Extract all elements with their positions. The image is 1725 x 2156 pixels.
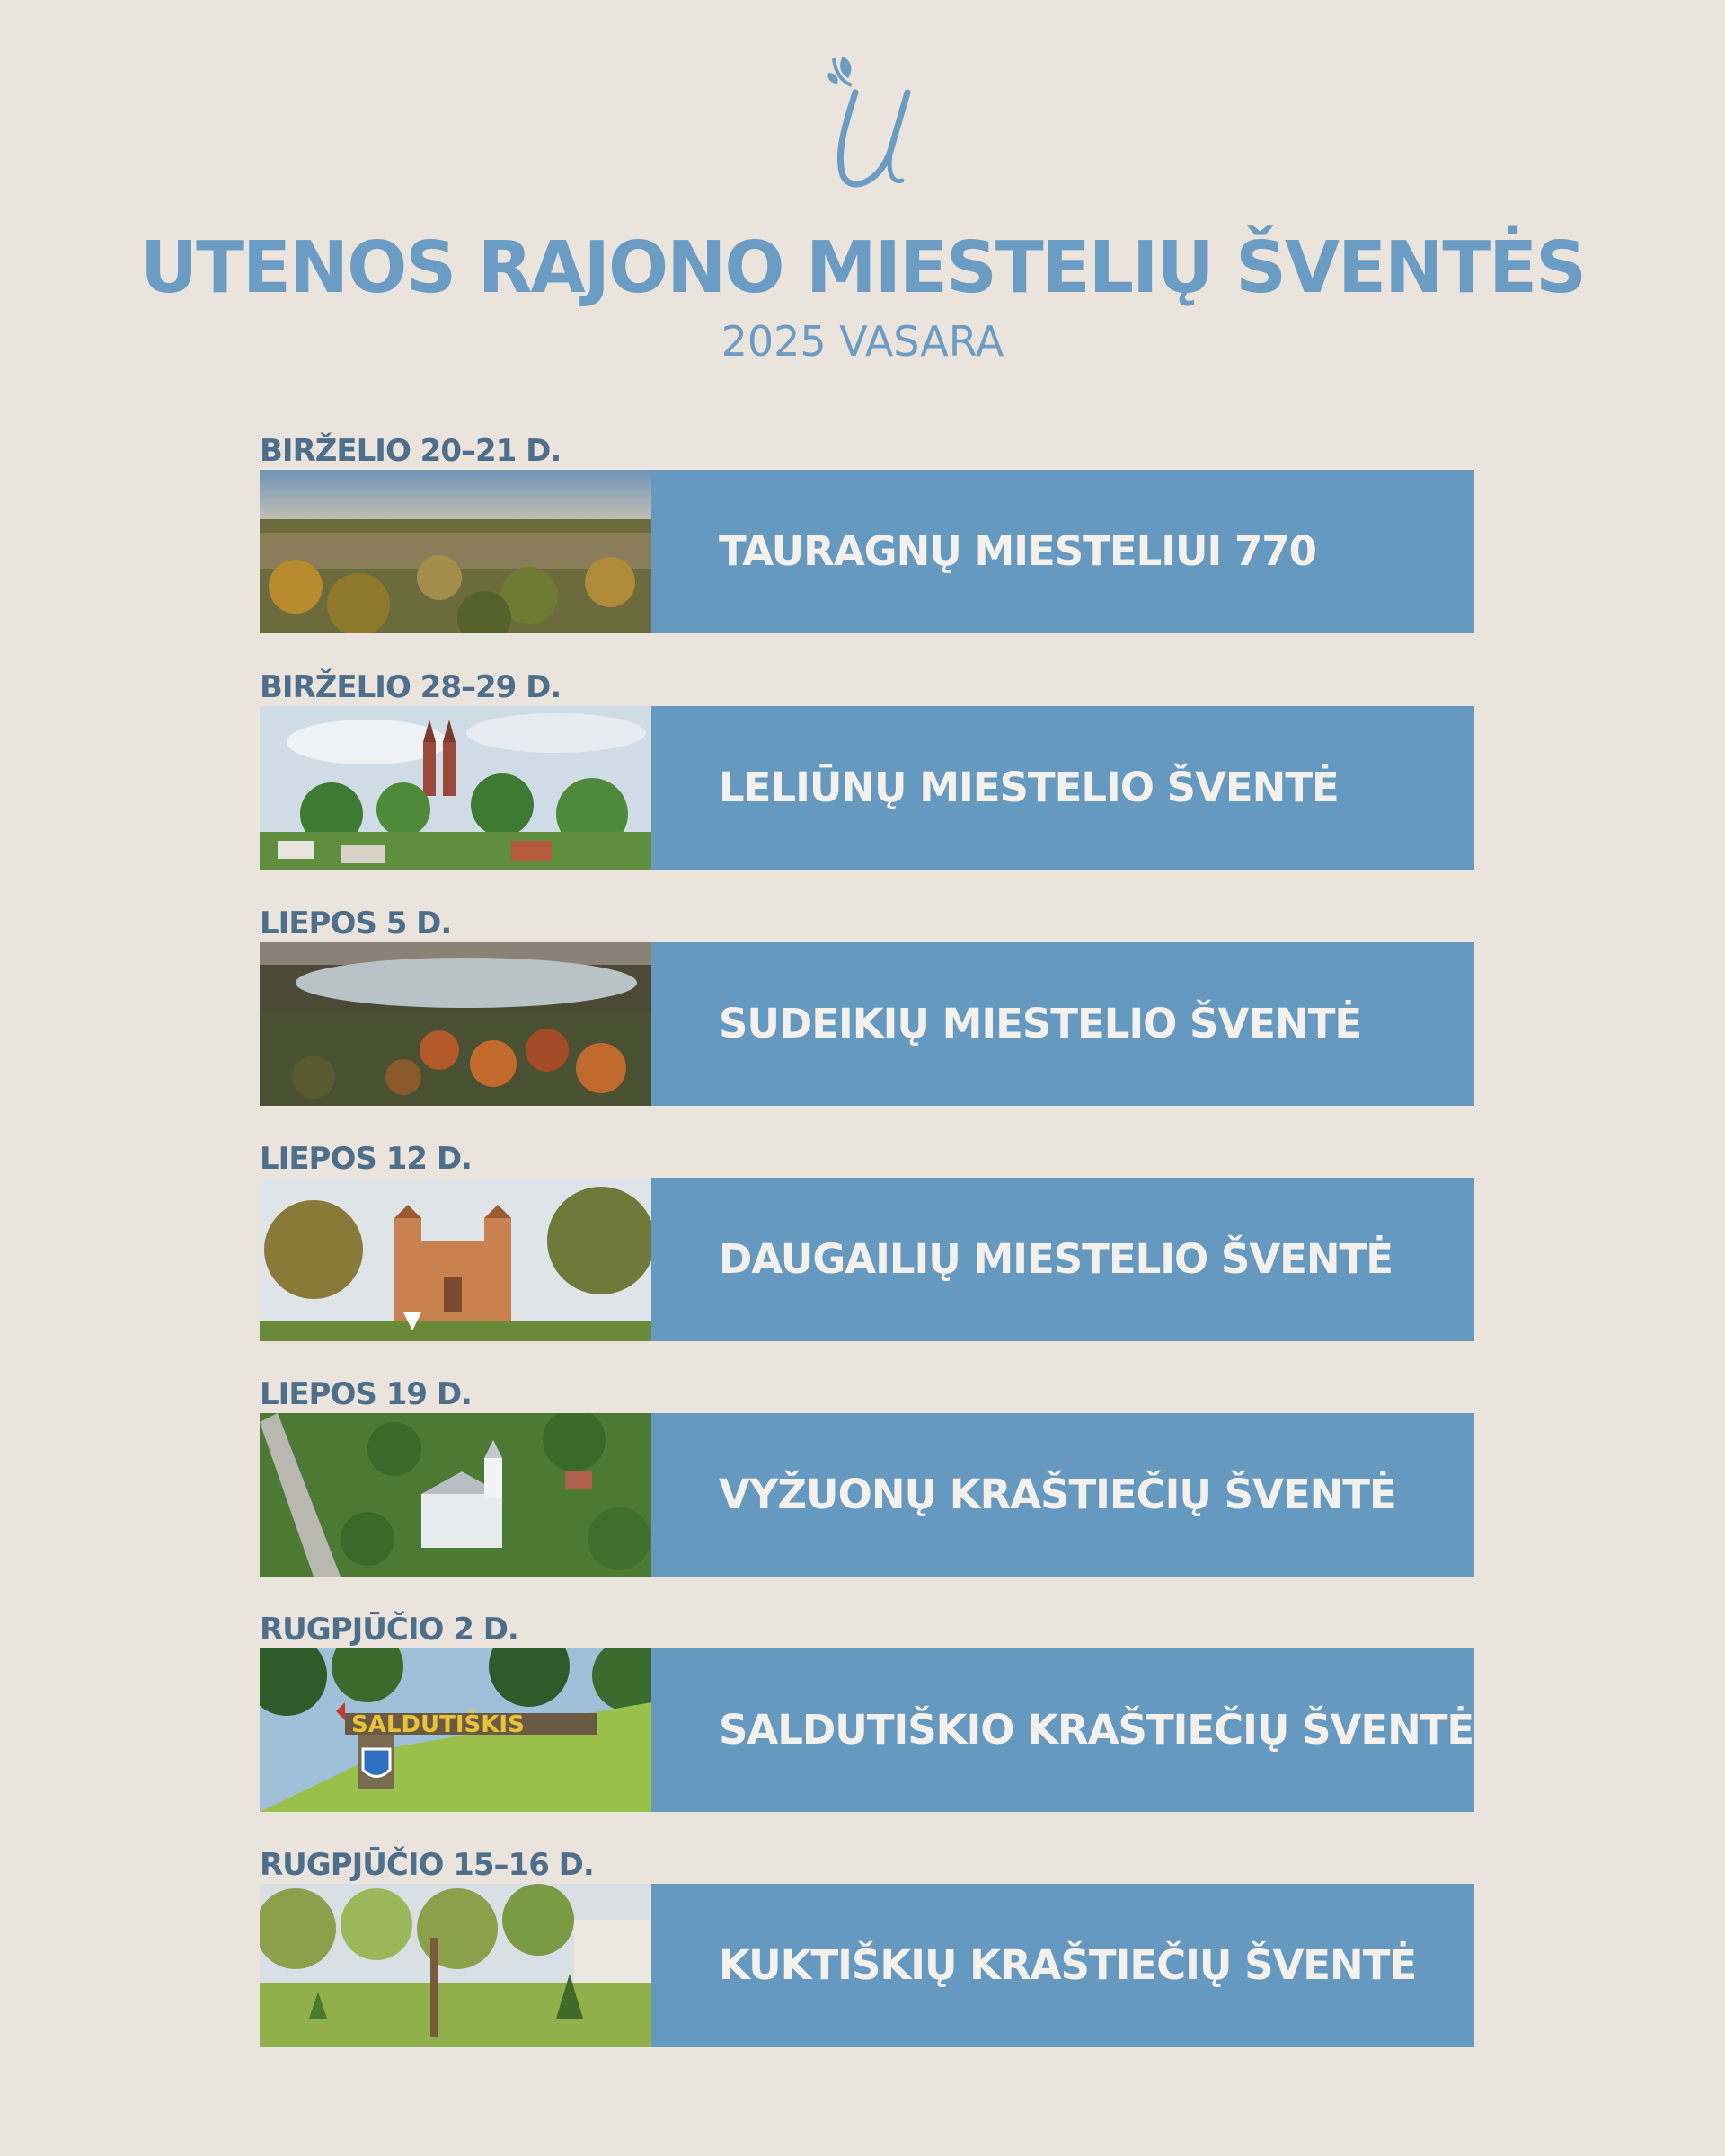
event-row [260, 1847, 1474, 2045]
page-title: UTENOS RAJONO MIESTELIŲ ŠVENTĖS [140, 226, 1585, 309]
church-village-photo [260, 706, 651, 870]
event-date: LIEPOS 19 D. [260, 1376, 472, 1412]
event-title-bar [651, 706, 1474, 870]
event-row [260, 433, 1474, 631]
event-title-bar [651, 1884, 1474, 2047]
event-name: VYŽUONŲ KRAŠTIEČIŲ ŠVENTĖ [719, 1471, 1396, 1518]
event-row [260, 906, 1474, 1103]
event-row [260, 1376, 1474, 1574]
event-row [260, 1612, 1474, 1809]
event-date: LIEPOS 5 D. [260, 906, 452, 941]
event-title-bar [651, 1178, 1474, 1341]
event-row [260, 1141, 1474, 1339]
event-name: LELIŪNŲ MIESTELIO ŠVENTĖ [719, 764, 1339, 811]
white-church-aerial-photo [260, 1413, 651, 1577]
event-name: SUDEIKIŲ MIESTELIO ŠVENTĖ [719, 1000, 1362, 1047]
event-row [260, 669, 1474, 867]
sign-text: SALDUTIŠKIS [351, 1711, 525, 1738]
utena-logo [809, 49, 916, 198]
event-date: LIEPOS 12 D. [260, 1141, 472, 1177]
twin-tower-church-photo [260, 1178, 651, 1341]
lake-town-photo [260, 942, 651, 1106]
event-title-bar [651, 470, 1474, 633]
event-name: KUKTIŠKIŲ KRAŠTIEČIŲ ŠVENTĖ [719, 1941, 1417, 1989]
event-name: TAURAGNŲ MIESTELIUI 770 [719, 527, 1316, 575]
event-date: RUGPJŪČIO 2 D. [260, 1612, 518, 1648]
aerial-town-photo [260, 470, 651, 633]
event-date: RUGPJŪČIO 15–16 D. [260, 1847, 594, 1883]
event-title-bar [651, 1413, 1474, 1577]
event-title-bar [651, 1648, 1474, 1812]
event-date: BIRŽELIO 28–29 D. [260, 669, 562, 705]
event-title-bar [651, 942, 1474, 1106]
park-photo [260, 1884, 651, 2047]
event-name: SALDUTIŠKIO KRAŠTIEČIŲ ŠVENTĖ [719, 1706, 1474, 1754]
page-subtitle: 2025 VASARA [721, 317, 1004, 366]
saldutiskis-sign-photo [260, 1648, 651, 1812]
event-name: DAUGAILIŲ MIESTELIO ŠVENTĖ [719, 1235, 1393, 1283]
event-date: BIRŽELIO 20–21 D. [260, 433, 562, 469]
